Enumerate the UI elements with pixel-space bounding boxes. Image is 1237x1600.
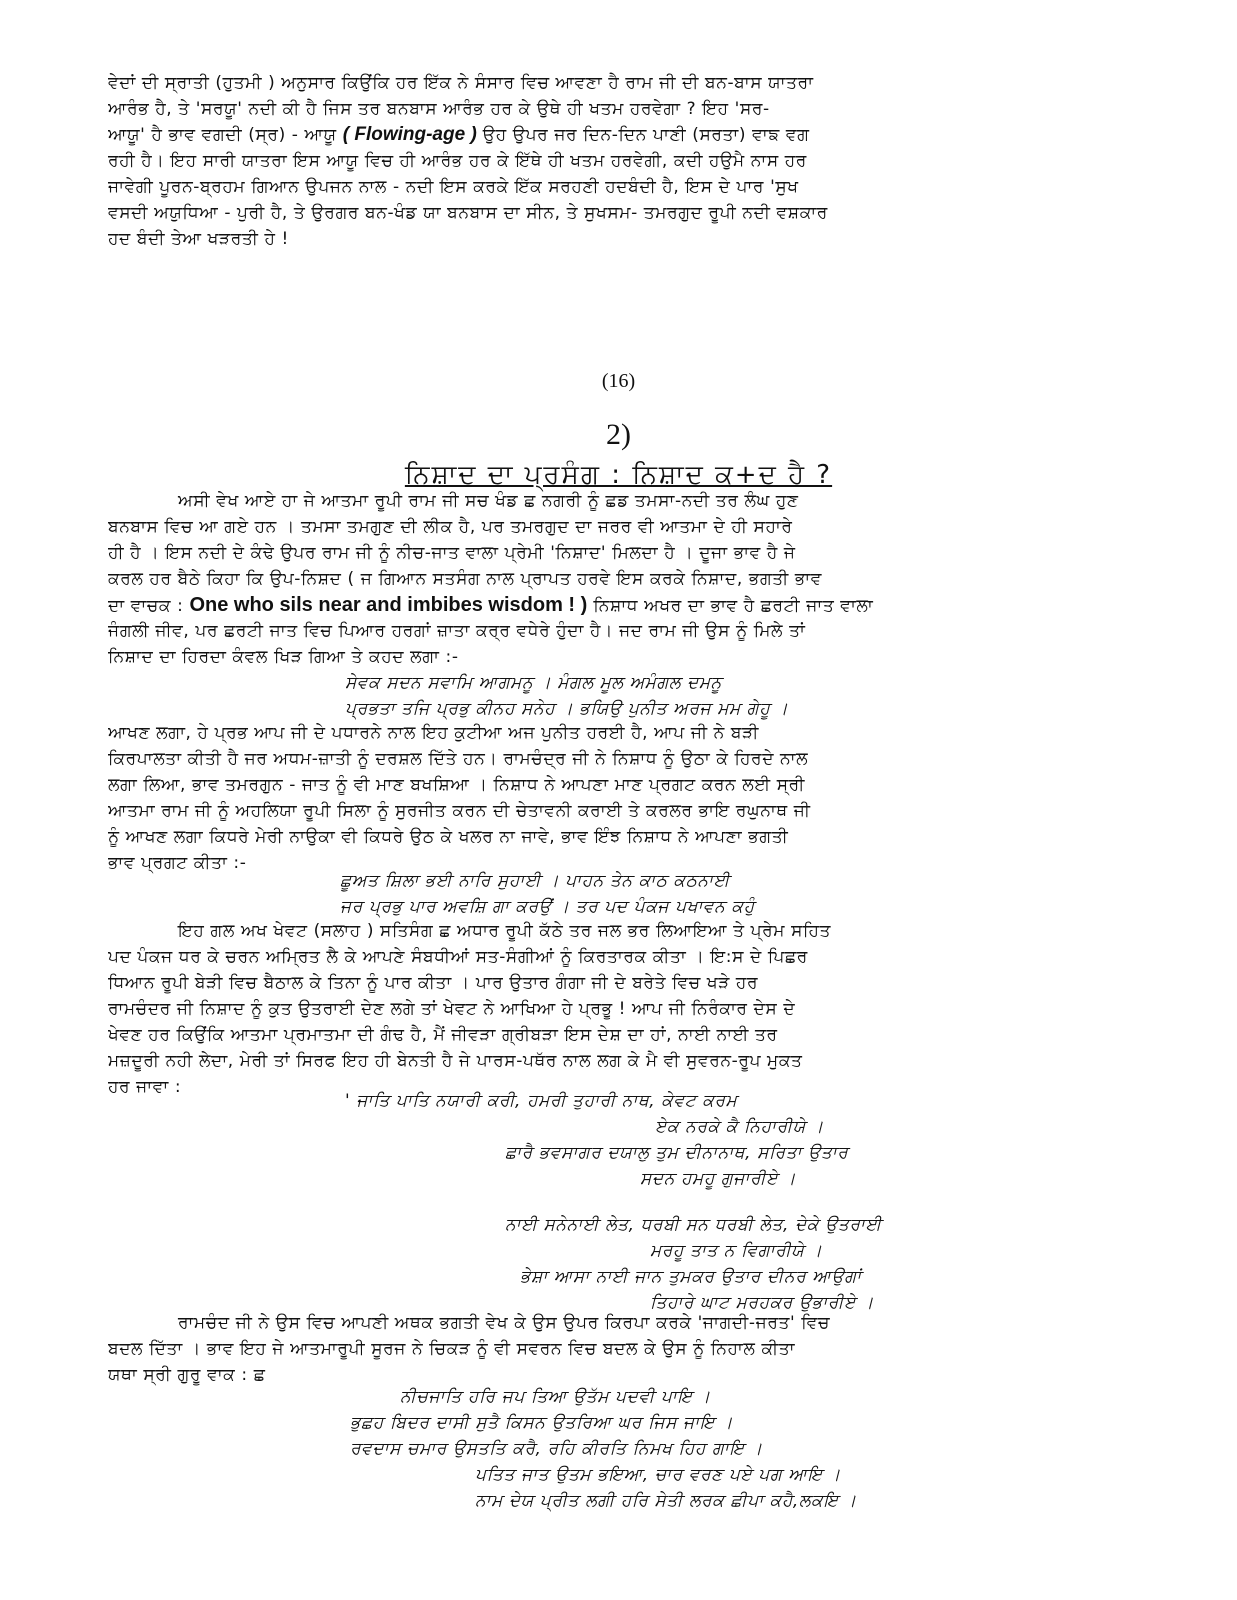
text-segment: ਆਯੂ' ਹੈ ਭਾਵ ਵਗਦੀ (ਸ੍ਰ) - ਆਯੂ bbox=[108, 125, 337, 145]
text-line: ਯਥਾ ਸ੍ਰੀ ਗੁਰੂ ਵਾਕ : ਛ bbox=[108, 1365, 266, 1385]
verse-line: ਸਦਨ ਹਮਹੂ ਗੁਜਾਰੀਏ । bbox=[640, 1169, 797, 1189]
english-phrase: One who sils near and imbibes wisdom ! ) bbox=[189, 594, 588, 616]
text-line: ਰਾਮਚੰਦ ਜੀ ਨੇ ਉਸ ਵਿਚ ਆਪਣੀ ਅਥਕ ਭਗਤੀ ਵੇਖ ਕੇ ਉਸ ਉਪਰ ਕਿਰਪਾ ਕਰਕੇ 'ਜਾਗਦੀ-ਜਰਤ' ਵਿਚ bbox=[178, 1313, 831, 1333]
verse-line: ਨਾਮ ਦੇਯ ਪ੍ਰੀਤ ਲਗੀ ਹਰਿ ਸੇਤੀ ਲਰਕ ਛੀਪਾ ਕਹੈ,ਲਕਇ । bbox=[475, 1491, 857, 1511]
text-line: ਧਿਆਨ ਰੂਪੀ ਬੇੜੀ ਵਿਚ ਬੈਠਾਲ ਕੇ ਤਿਨਾ ਨੂੰ ਪਾਰ ਕੀਤਾ । ਪਾਰ ਉਤਾਰ ਗੰਗਾ ਜੀ ਦੇ ਬਰੇਤੇ ਵਿਚ ਖੜੇ ਹਰ bbox=[108, 973, 759, 993]
paragraph-2 bbox=[108, 720, 1118, 876]
text-line: ਆਖਣ ਲਗਾ, ਹੇ ਪ੍ਰਭ ਆਪ ਜੀ ਦੇ ਪਧਾਰਨੇ ਨਾਲ ਇਹ ਕੁਟੀਆ ਅਜ ਪੁਨੀਤ ਹਰਈ ਹੈ, ਆਪ ਜੀ ਨੇ ਬੜੀ bbox=[108, 723, 759, 743]
verse-line: ਰਵਦਾਸ ਚਮਾਰ ਉਸਤਤਿ ਕਰੈ, ਰਹਿ ਕੀਰਤਿ ਨਿਮਖ ਹਿਹ ਗਾਇ । bbox=[350, 1439, 763, 1459]
text-line: ਖੇਵਣ ਹਰ ਕਿਉਂਕਿ ਆਤਮਾ ਪ੍ਰਮਾਤਮਾ ਦੀ ਗੰਢ ਹੈ, ਮੈਂ ਜੀਵੜਾ ਗ੍ਰੀਬੜਾ ਇਸ ਦੇਸ਼ ਦਾ ਹਾਂ, ਨਾਈ ਨਾਈ ਤਰ bbox=[108, 1025, 778, 1045]
paragraph-4 bbox=[108, 1310, 1118, 1388]
text-line: ਪਦ ਪੰਕਜ ਧਰ ਕੇ ਚਰਨ ਅਮ੍ਰਿਤ ਲੈ ਕੇ ਆਪਣੇ ਸੰਬਧੀਆਂ ਸਤ-ਸੰਗੀਆਂ ਨੂੰ ਕਿਰਤਾਰਕ ਕੀਤਾ । ਇ:ਸ ਦੇ ਪਿਛਰ bbox=[108, 947, 808, 967]
text-line: ਜੰਗਲੀ ਜੀਵ, ਪਰ ਛਰਟੀ ਜਾਤ ਵਿਚ ਪਿਆਰ ਹਰਗਾਂ ਜ਼ਾਤਾ ਕਰ੍ਰ ਵਧੇਰੇ ਹੁੰਦਾ ਹੈ। ਜਦ ਰਾਮ ਜੀ ਉਸ ਨੂੰ ਮਿਲੇ ਤਾਂ bbox=[108, 621, 806, 641]
verse-line: ' ਜਾਤਿ ਪਾਤਿ ਨਯਾਰੀ ਕਰੀ, ਹਮਰੀ ਤੁਹਾਰੀ ਨਾਥ, ਕੇਵਟ ਕਰਮ bbox=[345, 1091, 738, 1111]
text-line: ਲਗਾ ਲਿਆ, ਭਾਵ ਤਮਰਗੁਨ - ਜਾਤ ਨੂੰ ਵੀ ਮਾਣ ਬਖਸ਼ਿਆ । ਨਿਸ਼ਾਧ ਨੇ ਆਪਣਾ ਮਾਣ ਪ੍ਰਗਟ ਕਰਨ ਲਈ ਸ੍ਰੀ bbox=[108, 775, 805, 795]
verse-line: ਮਰਹੂ ਤਾਤ ਨ ਵਿਗਾਰੀਯੇ । bbox=[650, 1241, 823, 1261]
verse-line: ਤਿਹਾਰੇ ਘਾਟ ਮਰਹਕਰ ਉਭਾਰੀਏ । bbox=[650, 1293, 874, 1313]
text-line: ਕਿਰਪਾਲਤਾ ਕੀਤੀ ਹੈ ਜਰ ਅਧਮ-ਜ਼ਾਤੀ ਨੂੰ ਦਰਸ਼ਲ ਦਿੱਤੇ ਹਨ। ਰਾਮਚੰਦ੍ਰ ਜੀ ਨੇ ਨਿਸ਼ਾਧ ਨੂੰ ਉਠਾ ਕੇ ਹਿਰਦੇ ਨਾਲ bbox=[108, 749, 809, 769]
text-line: ਵੇਦਾਂ ਦੀ ਸ੍ਰਾਤੀ (ਹੁਤਮੀ ) ਅਨੁਸਾਰ ਕਿਉਂਕਿ ਹਰ ਇੱਕ ਨੇ ਸੰਸਾਰ ਵਿਚ ਆਵਣਾ ਹੈ ਰਾਮ ਜੀ ਦੀ ਬਨ-ਬਾਸ ਯਾਤਰਾ bbox=[108, 73, 814, 93]
verse-line: ਭੇਸ਼ਾ ਆਸਾ ਨਾਈ ਜਾਨ ਤੁਮਕਰ ਉਤਾਰ ਦੀਨਰ ਆਉਗਾਂ bbox=[520, 1267, 862, 1287]
text-segment: ਦਾ ਵਾਚਕ : bbox=[108, 596, 184, 616]
verse-line: ਪਤਿਤ ਜਾਤ ਉਤਮ ਭਇਆ, ਚਾਰ ਵਰਣ ਪਏ ਪਗ ਆਇ । bbox=[475, 1465, 841, 1485]
top-paragraph bbox=[108, 70, 1118, 252]
text-line: ਕਰਲ ਹਰ ਬੈਠੇ ਕਿਹਾ ਕਿ ਉਪ-ਨਿਸ਼ਦ ( ਜ ਗਿਆਨ ਸਤਸੰਗ ਨਾਲ ਪ੍ਰਾਪਤ ਹਰਵੇ ਇਸ ਕਰਕੇ ਨਿਸ਼ਾਦ, ਭਗਤੀ ਭਾਵ bbox=[108, 569, 823, 589]
text-line: ਆਤਮਾ ਰਾਮ ਜੀ ਨੂੰ ਅਹਲਿਯਾ ਰੂਪੀ ਸਿਲਾ ਨੂੰ ਸੁਰਜੀਤ ਕਰਨ ਦੀ ਚੇਤਾਵਨੀ ਕਰਾਈ ਤੇ ਕਰਲਰ ਭਾਇ ਰਘੁਨਾਥ ਜੀ bbox=[108, 801, 811, 821]
text-line: ਹਰ ਜਾਵਾ : bbox=[108, 1077, 182, 1097]
text-line: ਬਨਬਾਸ ਵਿਚ ਆ ਗਏ ਹਨ । ਤਮਸਾ ਤਮਗੁਣ ਦੀ ਲੀਕ ਹੈ, ਪਰ ਤਮਰਗੁਦ ਦਾ ਜਰਰ ਵੀ ਆਤਮਾ ਦੇ ਹੀ ਸਹਾਰੇ bbox=[108, 517, 793, 537]
verse-line: ਛੂਅਤ ਸ਼ਿਲਾ ਭਈ ਨਾਰਿ ਸੁਹਾਈ । ਪਾਹਨ ਤੇਨ ਕਾਠ ਕਠਨਾਈ bbox=[340, 871, 730, 891]
text-line: ਰਹੀ ਹੈ। ਇਹ ਸਾਰੀ ਯਾਤਰਾ ਇਸ ਆਯੂ ਵਿਚ ਹੀ ਆਰੰਭ ਹਰ ਕੇ ਇੱਥੇ ਹੀ ਖਤਮ ਹਰਵੇਗੀ, ਕਦੀ ਹਉਮੈ ਨਾਸ ਹਰ bbox=[108, 151, 807, 171]
text-line: ਇਹ ਗਲ ਅਖ ਖੇਵਟ (ਸਲਾਹ ) ਸਤਿਸੰਗ ਛ ਅਧਾਰ ਰੂਪੀ ਕੱਠੇ ਤਰ ਜਲ ਭਰ ਲਿਆਇਆ ਤੇ ਪ੍ਰੇਮ ਸਹਿਤ bbox=[178, 921, 831, 941]
section-number: 2) bbox=[606, 418, 631, 451]
text-segment: ਉਹ ਉਪਰ ਜਰ ਦਿਨ-ਦਿਨ ਪਾਣੀ (ਸਰਤਾ) ਵਾਙ ਵਗ bbox=[482, 125, 810, 145]
text-line: ਹੀ ਹੈ । ਇਸ ਨਦੀ ਦੇ ਕੰਢੇ ਉਪਰ ਰਾਮ ਜੀ ਨੂੰ ਨੀਚ-ਜਾਤ ਵਾਲਾ ਪ੍ਰੇਮੀ 'ਨਿਸ਼ਾਦ' ਮਿਲਦਾ ਹੈ । ਦੂਜਾ ਭਾਵ ਹੈ ਜੇ bbox=[108, 543, 796, 563]
text-line: ਵਸਦੀ ਅਯੁਧਿਆ - ਪੁਰੀ ਹੈ, ਤੇ ਉਰਗਰ ਬਨ-ਖੰਡ ਯਾ ਬਨਬਾਸ ਦਾ ਸੀਨ, ਤੇ ਸੁਖਸਮ- ਤਮਰਗੁਦ ਰੂਪੀ ਨਦੀ ਵਸ਼ਕਾਰ bbox=[108, 203, 828, 223]
verse-line: ਨੀਚਜਾਤਿ ਹਰਿ ਜਪ ਤਿਆ ਉਤੱਮ ਪਦਵੀ ਪਾਇ । bbox=[400, 1387, 711, 1407]
paragraph-3 bbox=[108, 918, 1118, 1100]
text-line: ਭਾਵ ਪ੍ਰਗਟ ਕੀਤਾ :- bbox=[108, 853, 247, 873]
verse-line: ਏਕ ਨਰਕੇ ਕੈ ਨਿਹਾਰੀਯੇ । bbox=[655, 1117, 824, 1137]
text-line: ਰਾਮਚੰਦਰ ਜੀ ਨਿਸ਼ਾਦ ਨੂੰ ਕੁਤ ਉਤਰਾਈ ਦੇਣ ਲਗੇ ਤਾਂ ਖੇਵਟ ਨੇ ਆਖਿਆ ਹੇ ਪ੍ਰਭੂ ! ਆਪ ਜੀ ਨਿਰੰਕਾਰ ਦੇਸ ਦੇ bbox=[108, 999, 796, 1019]
verse-line: ਸੇਵਕ ਸਦਨ ਸਵਾਮਿ ਆਗਮਨੂ । ਮੰਗਲ ਮੂਲ ਅਮੰਗਲ ਦਮਨੂ bbox=[345, 673, 722, 693]
text-line: ਹਦ ਬੰਦੀ ਤੇਆ ਖੜਰਤੀ ਹੇ ! bbox=[108, 229, 289, 249]
text-line: ਅਸੀ ਵੇਖ ਆਏ ਹਾ ਜੇ ਆਤਮਾ ਰੂਪੀ ਰਾਮ ਜੀ ਸਚ ਖੰਡ ਛ ਨਗਰੀ ਨੂੰ ਛਡ ਤਮਸਾ-ਨਦੀ ਤਰ ਲੰਘ ਹੁਣ bbox=[178, 491, 799, 511]
verse-line: ਪ੍ਰਭਤਾ ਤਜਿ ਪ੍ਰਭੁ ਕੀਨਹ ਸਨੇਹ । ਭਯਿਉ ਪੁਨੀਤ ਅਰਜ ਮਮ ਗੇਹੂ । bbox=[345, 699, 789, 719]
text-line bbox=[108, 592, 1118, 618]
text-line: ਜਾਵੇਗੀ ਪੂਰਨ-ਬ੍ਰਹਮ ਗਿਆਨ ਉਪਜਨ ਨਾਲ - ਨਦੀ ਇਸ ਕਰਕੇ ਇੱਕ ਸਰਹਣੀ ਹਦਬੰਦੀ ਹੈ, ਇਸ ਦੇ ਪਾਰ 'ਸੁਖ bbox=[108, 177, 799, 197]
verse-2 bbox=[340, 868, 755, 920]
verse-line: ਭੁਛਹ ਬਿਦਰ ਦਾਸੀ ਸੁਤੈ ਕਿਸਨ ਉਤਰਿਆ ਘਰ ਜਿਸ ਜਾਇ । bbox=[350, 1413, 734, 1433]
text-line: ਬਦਲ ਦਿੱਤਾ । ਭਾਵ ਇਹ ਜੇ ਆਤਮਾਰੂਪੀ ਸੂਰਜ ਨੇ ਚਿਕੜ ਨੂੰ ਵੀ ਸਵਰਨ ਵਿਚ ਬਦਲ ਕੇ ਉਸ ਨੂੰ ਨਿਹਾਲ ਕੀਤਾ bbox=[108, 1339, 796, 1359]
verse-line: ਛਾਰੈ ਭਵਸਾਗਰ ਦਯਾਲੁ ਤੁਮ ਦੀਨਾਨਾਥ, ਸਰਿਤਾ ਉਤਾਰ bbox=[505, 1143, 849, 1163]
text-line: ਨੂੰ ਆਖਣ ਲਗਾ ਕਿਧਰੇ ਮੇਰੀ ਨਾਉਕਾ ਵੀ ਕਿਧਰੇ ਉਠ ਕੇ ਖਲਰ ਨਾ ਜਾਵੇ, ਭਾਵ ਇੰਝ ਨਿਸ਼ਾਧ ਨੇ ਆਪਣਾ ਭਗਤੀ bbox=[108, 827, 789, 847]
section-heading: ਨਿਸ਼ਾਦ ਦਾ ਪ੍ਰਸੰਗ : ਨਿਸ਼ਾਦ ਕ+ਦ ਹੈ ? bbox=[404, 460, 833, 490]
verse-1 bbox=[345, 670, 788, 722]
text-line: ਨਿਸ਼ਾਦ ਦਾ ਹਿਰਦਾ ਕੰਵਲ ਖਿੜ ਗਿਆ ਤੇ ਕਹਦ ਲਗਾ :- bbox=[108, 647, 459, 667]
text-line bbox=[108, 122, 1118, 148]
text-line: ਮਜ਼ਦੂਰੀ ਨਹੀ ਲੇਦਾ, ਮੇਰੀ ਤਾਂ ਸਿਰਫ ਇਹ ਹੀ ਬੇਨਤੀ ਹੈ ਜੇ ਪਾਰਸ-ਪਥੱਰ ਨਾਲ ਲਗ ਕੇ ਮੈ ਵੀ ਸੁਵਰਨ-ਰੂਪ ਮੁਕਤ bbox=[108, 1051, 803, 1071]
verse-line: ਨਾਈ ਸਨੇਨਾਈ ਲੇਤ, ਧਰਬੀ ਸਨ ਧਰਬੀ ਲੇਤ, ਦੇਕੇ ਉਤਰਾਈ bbox=[505, 1215, 882, 1235]
text-line: ਆਰੰਭ ਹੈ, ਤੇ 'ਸਰਯੂ' ਨਦੀ ਕੀ ਹੈ ਜਿਸ ਤਰ ਬਨਬਾਸ ਆਰੰਭ ਹਰ ਕੇ ਉਥੇ ਹੀ ਖਤਮ ਹਰਵੇਗਾ ? ਇਹ 'ਸਰ- bbox=[108, 99, 770, 119]
english-phrase: ( Flowing-age ) bbox=[342, 124, 477, 145]
verse-line: ਜਰ ਪ੍ਰਭੁ ਪਾਰ ਅਵਸ਼ਿ ਗਾ ਕਰਉਂ । ਤਰ ਪਦ ਪੰਕਜ ਪਖਾਵਨ ਕਹੁੰ bbox=[340, 897, 755, 917]
text-segment: ਨਿਸ਼ਾਧ ਅਖਰ ਦਾ ਭਾਵ ਹੈ ਛਰਟੀ ਜਾਤ ਵਾਲਾ bbox=[593, 596, 874, 616]
page-number: (16) bbox=[601, 370, 636, 392]
paragraph-1 bbox=[108, 488, 1118, 670]
